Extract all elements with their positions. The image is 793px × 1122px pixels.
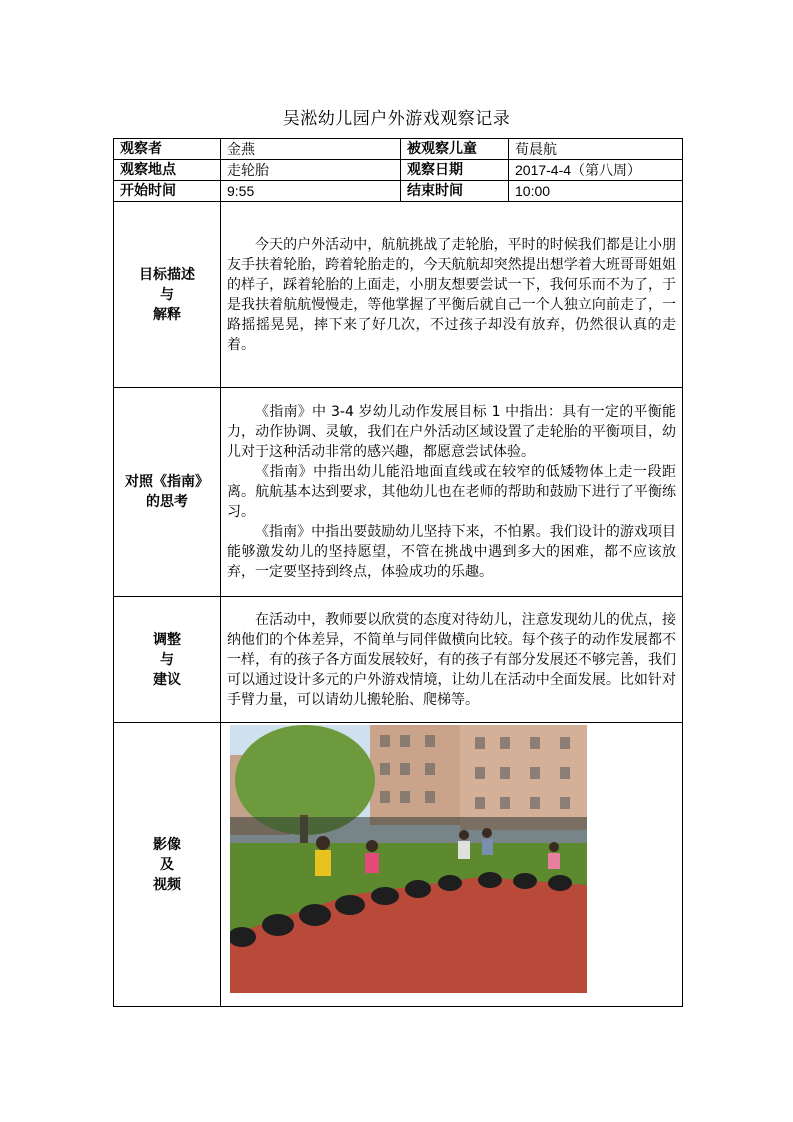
goal-label-line-3: 解释 [153, 306, 181, 323]
goal-paragraph: 今天的户外活动中，航航挑战了走轮胎，平时的时候我们都是让小朋友手扶着轮胎，跨着轮胎走的，今天航航却突然提出想学着大班哥哥姐姐的样子，踩着轮胎的上面走，小朋友想要尝试一下，我何乐而不为了，于是我扶着航航慢慢走，等他掌握了平衡后就自己一个人独立向前走了，一路摇摇晃晃，摔下来了好几次，不过孩子却没有放弃，仍然很认真的走着。 [227, 236, 676, 353]
end-label: 结束时间 [401, 181, 509, 202]
adjust-label-line-3: 建议 [153, 671, 181, 688]
info-row-time [114, 181, 683, 202]
adjust-paragraph: 在活动中，教师要以欣赏的态度对待幼儿，注意发现幼儿的优点，接纳他们的个体差异，不简单与同伴做横向比较。每个孩子的动作发展都不一样，有的孩子各方面发展较好，有的孩子有部分发展还不够完善，我们可以通过设计多元的户外游戏情境，让幼儿在活动中全面发展。比如针对手臂力量，可以请幼儿搬轮胎、爬梯等。 [227, 611, 676, 708]
guide-text [221, 388, 683, 597]
start-value: 9:55 [221, 181, 401, 202]
guide-paragraph-1: 《指南》中 3-4 岁幼儿动作发展目标 1 中指出：具有一定的平衡能力，动作协调、灵敏，我们在户外活动区域设置了走轮胎的平衡项目，幼儿对于这种活动非常的感兴趣，都愿意尝试体验。 [227, 404, 676, 460]
goal-label-line-2: 与 [160, 286, 174, 303]
start-label: 开始时间 [114, 181, 221, 202]
media-label [114, 723, 221, 1007]
guide-paragraph-2: 《指南》中指出幼儿能沿地面直线或在较窄的低矮物体上走一段距离。航航基本达到要求，其他幼儿也在老师的帮助和鼓励下进行了平衡练习。 [227, 464, 676, 520]
media-cell [221, 723, 683, 1007]
adjust-label-line-2: 与 [160, 651, 174, 668]
document-title: 吴淞幼儿园户外游戏观察记录 [282, 109, 511, 129]
adjust-section [114, 597, 683, 723]
guide-label-line-1: 对照《指南》 [125, 474, 209, 490]
media-label-line-2: 及 [160, 856, 174, 873]
media-label-line-3: 视频 [153, 876, 181, 893]
info-row-observer [114, 139, 683, 160]
info-row-place [114, 160, 683, 181]
adjust-text [221, 597, 683, 723]
date-value: 2017-4-4（第八周） [509, 160, 683, 181]
child-value: 荀晨航 [509, 139, 683, 160]
photo-fence [230, 817, 587, 847]
goal-section [114, 202, 683, 388]
media-section [114, 723, 683, 1007]
observer-label: 观察者 [114, 139, 221, 160]
goal-label-line-1: 目标描述 [139, 266, 195, 283]
adjust-label [114, 597, 221, 723]
place-label: 观察地点 [114, 160, 221, 181]
child-label: 被观察儿童 [401, 139, 509, 160]
guide-label-line-2: 的思考 [146, 494, 188, 510]
observation-table [113, 138, 683, 1007]
observer-value: 金燕 [221, 139, 401, 160]
adjust-label-line-1: 调整 [153, 631, 181, 648]
guide-paragraph-3: 《指南》中指出要鼓励幼儿坚持下来，不怕累。我们设计的游戏项目能够激发幼儿的坚持愿望，不管在挑战中遇到多大的困难，都不应该放弃，一定要坚持到终点，体验成功的乐趣。 [227, 524, 676, 580]
activity-photo [230, 725, 587, 993]
goal-text [221, 202, 683, 388]
goal-label [114, 202, 221, 388]
place-value: 走轮胎 [221, 160, 401, 181]
guide-section [114, 388, 683, 597]
end-value: 10:00 [509, 181, 683, 202]
guide-label [114, 388, 221, 597]
media-label-line-1: 影像 [153, 836, 181, 853]
date-label: 观察日期 [401, 160, 509, 181]
